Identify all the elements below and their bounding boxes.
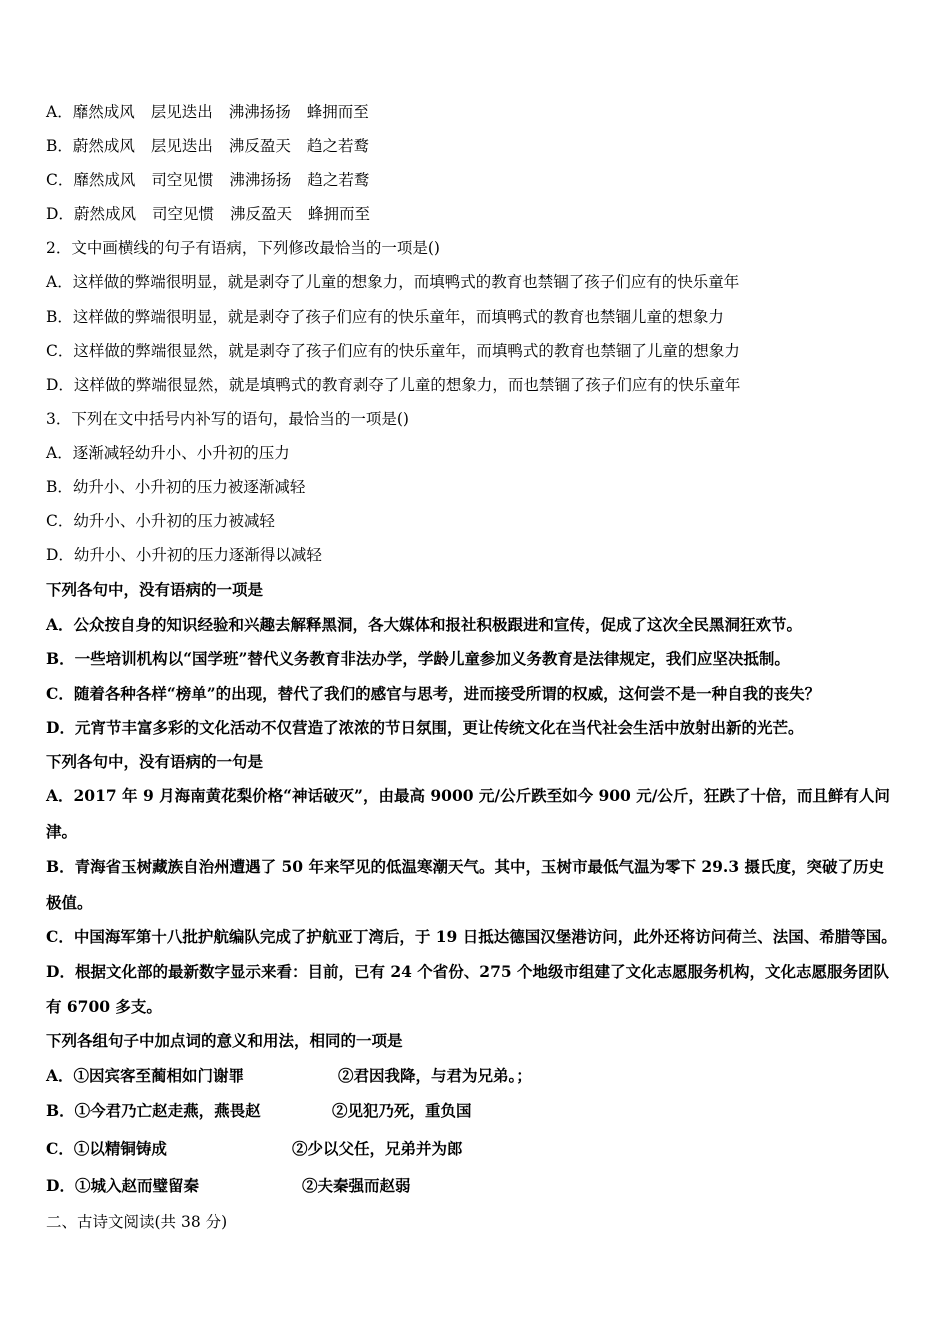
q4-option-c: C．随着各种各样“榜单”的出现，替代了我们的感官与思考，进而接受所谓的权威，这何尝不是一种自我的丧失？ bbox=[46, 684, 821, 703]
q2-option-d: D．这样做的弊端很显然，就是填鸭式的教育剥夺了儿童的想象力，而也禁锢了孩子们应有的快乐童年 bbox=[46, 376, 741, 394]
q4-option-a: A．公众按自身的知识经验和兴趣去解释黑洞，各大媒体和报社积极跟进和宣传，促成了这次全民黑洞狂欢节。 bbox=[46, 615, 803, 634]
section-2-heading: 二、古诗文阅读(共 38 分) bbox=[46, 1213, 228, 1231]
q2-stem: 2．文中画横线的句子有语病，下列修改最恰当的一项是() bbox=[46, 239, 440, 257]
q1-option-b: B．蔚然成风 层见迭出 沸反盈天 趋之若鹜 bbox=[46, 137, 369, 155]
q6-option-c: C．①以精铜铸成 ②少以父任，兄弟并为郎 bbox=[46, 1139, 463, 1158]
q6-option-b: B．①今君乃亡赵走燕，燕畏赵 ②见犯乃死，重负国 bbox=[46, 1101, 472, 1120]
q3-option-d: D．幼升小、小升初的压力逐渐得以减轻 bbox=[46, 546, 322, 564]
q4-stem: 下列各句中，没有语病的一项是 bbox=[46, 580, 264, 599]
q6-stem: 下列各组句子中加点词的意义和用法，相同的一项是 bbox=[46, 1031, 403, 1050]
q2-option-a: A．这样做的弊端很明显，就是剥夺了儿童的想象力，而填鸭式的教育也禁锢了孩子们应有的快乐童年 bbox=[46, 273, 740, 291]
q5-option-b-line2: 极值。 bbox=[46, 893, 93, 912]
q5-stem: 下列各句中，没有语病的一句是 bbox=[46, 752, 264, 771]
q1-option-d: D．蔚然成风 司空见惯 沸反盈天 蜂拥而至 bbox=[46, 205, 370, 223]
q1-option-a: A．靡然成风 层见迭出 沸沸扬扬 蜂拥而至 bbox=[46, 103, 369, 121]
q2-option-b: B．这样做的弊端很明显，就是剥夺了孩子们应有的快乐童年，而填鸭式的教育也禁锢儿童的想象力 bbox=[46, 308, 724, 326]
q5-option-c: C．中国海军第十八批护航编队完成了护航亚丁湾后，于 19 日抵达德国汉堡港访问，此外还将访问荷兰、法国、希腊等国。 bbox=[46, 927, 897, 946]
q5-option-b-line1: B．青海省玉树藏族自治州遭遇了 50 年来罕见的低温寒潮天气。其中，玉树市最低气温为零下 29.3 摄氏度，突破了历史 bbox=[46, 857, 885, 876]
q3-stem: 3．下列在文中括号内补写的语句，最恰当的一项是() bbox=[46, 410, 409, 428]
q6-option-d: D．①城入赵而璧留秦 ②夫秦强而赵弱 bbox=[46, 1176, 411, 1195]
q5-option-d-line1: D．根据文化部的最新数字显示来看：目前，已有 24 个省份、275 个地级市组建了文化志愿服务机构，文化志愿服务团队 bbox=[46, 962, 890, 981]
q1-option-c: C．靡然成风 司空见惯 沸沸扬扬 趋之若鹜 bbox=[46, 171, 370, 189]
q6-option-a: A．①因宾客至蔺相如门谢罪 ②君因我降，与君为兄弟。； bbox=[46, 1066, 532, 1085]
q3-option-b: B．幼升小、小升初的压力被逐渐减轻 bbox=[46, 478, 306, 496]
q5-option-a-line2: 津。 bbox=[46, 822, 78, 841]
q5-option-d-line2: 有 6700 多支。 bbox=[46, 997, 162, 1016]
q3-option-c: C．幼升小、小升初的压力被减轻 bbox=[46, 512, 275, 530]
q4-option-b: B．一些培训机构以“国学班”替代义务教育非法办学，学龄儿童参加义务教育是法律规定，我们应坚决抵制。 bbox=[46, 649, 790, 668]
q4-option-d: D．元宵节丰富多彩的文化活动不仅营造了浓浓的节日氛围，更让传统文化在当代社会生活中放射出新的光芒。 bbox=[46, 718, 804, 737]
q5-option-a-line1: A．2017 年 9 月海南黄花梨价格“神话破灭”，由最高 9000 元/公斤跌至如今 900 元/公斤，狂跌了十倍，而且鲜有人问 bbox=[46, 786, 890, 805]
q2-option-c: C．这样做的弊端很显然，就是剥夺了孩子们应有的快乐童年，而填鸭式的教育也禁锢了儿童的想象力 bbox=[46, 342, 740, 360]
q3-option-a: A．逐渐减轻幼升小、小升初的压力 bbox=[46, 444, 290, 462]
